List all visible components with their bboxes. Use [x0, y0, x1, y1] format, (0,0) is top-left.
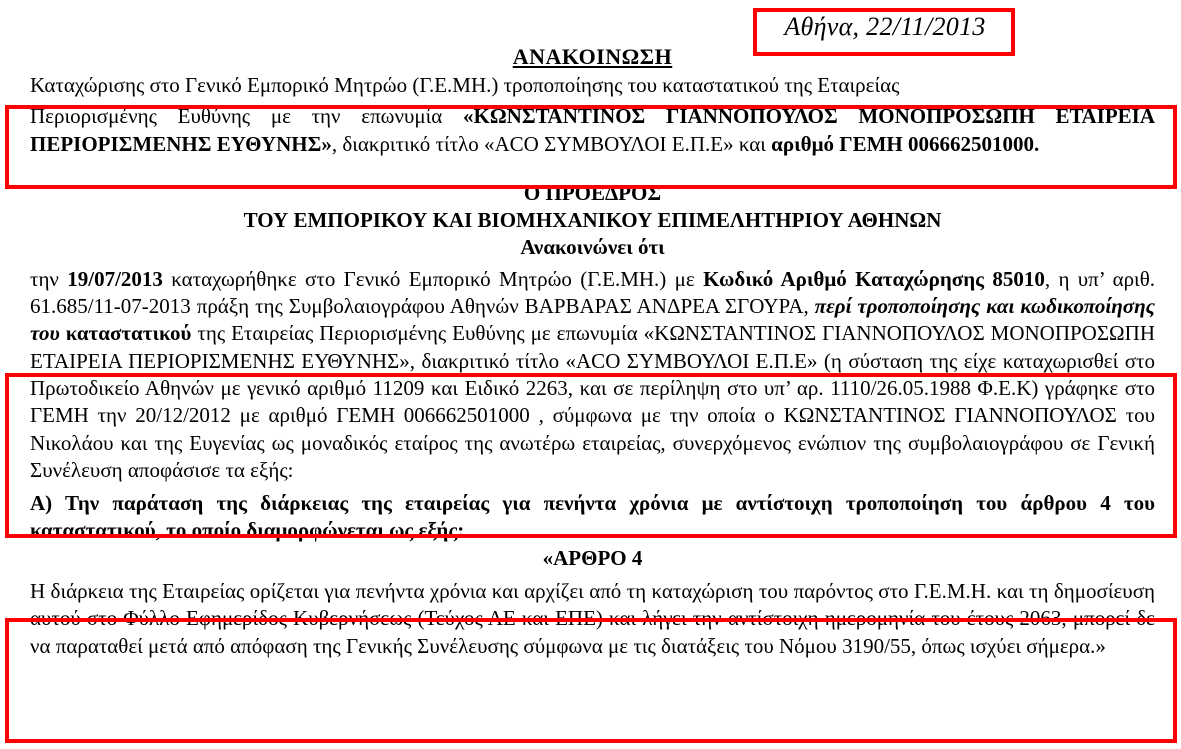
article-text: Η διάρκεια της Εταιρείας ορίζεται για πενήντα χρόνια και αρχίζει από τη καταχώριση του παρόντος στο Γ.Ε.Μ.Η. και τη δημοσίευση αυτού στο Φύλλο Εφημερίδος Κυβερνήσεως (Τεύχος ΑΕ και ΕΠΕ) και λήγει την αντίστοιχη ημερομηνία του έτους 2063, μπορεί δε να παραταθεί μετά από απόφαση της Γενικής Συνέλευσης σύμφωνα με τις διατάξεις του Νόμου 3190/55, όπως ισχύει σήμερα.»	[30, 579, 1155, 658]
body-1-c: καταχωρήθηκε στο Γενικό Εμπορικό Μητρώο (Γ.Ε.ΜΗ.) με	[162, 266, 704, 291]
body-2-a: επωνυμία	[556, 321, 644, 346]
intro-line-1-text: Καταχώρισης στο Γενικό Εμπορικό Μητρώο (Γ.Ε.ΜΗ.) τροποποίησης του καταστατικού της Εταιρείας	[30, 73, 900, 97]
heading-announces: Ανακοινώνει ότι	[520, 235, 665, 260]
company-name: «ΚΩΝΣΤΑΝΤΙΝΟΣ ΓΙΑΝΝΟΠΟΥΛΟΣ ΜΟΝΟΠΡΟΣΩΠΗ ΕΤΑΙΡΕΙΑ ΠΕΡΙΟΡΙΣΜΕΝΗΣ ΕΥΘΥΝΗΣ»	[30, 104, 1155, 156]
registration-date: 19/07/2013	[67, 266, 163, 291]
body-paragraph-1	[30, 266, 1155, 484]
document-date: Αθήνα, 22/11/2013	[784, 12, 986, 41]
body-1-f: περί τροποποίησης και κωδικοποίησης του	[30, 294, 1155, 346]
registration-code: Κωδικό Αριθμό Καταχώρησης 85010	[703, 266, 1045, 291]
body-paragraph-2	[30, 490, 1155, 545]
decision-a-cont: του άρθρου 4 του καταστατικού, το οποίο διαμορφώνεται ως εξής:	[30, 491, 1155, 543]
company-name-2: «ΚΩΝΣΤΑΝΤΙΝΟΣ ΓΙΑΝΝΟΠΟΥΛΟΣ ΜΟΝΟΠΡΟΣΩΠΗ ΕΤΑΙΡΕΙΑ ΠΕΡΙΟΡΙΣΜΕΝΗΣ ΕΥΘΥΝΗΣ»	[30, 321, 1155, 373]
page-title: ΑΝΑΚΟΙΝΩΣΗ	[512, 44, 673, 69]
article-paragraph	[30, 578, 1155, 660]
intro-line-2	[30, 103, 1155, 158]
body-1-g: καταστατικού	[65, 321, 192, 346]
heading-president: Ο ΠΡΟΕΔΡΟΣ	[523, 180, 662, 205]
body-2-c: , διακριτικό τίτλο	[409, 348, 566, 373]
intro-prefix: Περιορισμένης Ευθύνης με την επωνυμία	[30, 104, 464, 129]
body-1-h: της Εταιρείας Περιορισμένης Ευθύνης με	[191, 321, 557, 346]
trade-name: «ACO ΣΥΜΒΟΥΛΟΙ Ε.Π.Ε»	[565, 348, 818, 373]
decision-a: Α) Την παράταση της διάρκειας της εταιρείας για πενήντα χρόνια με αντίστοιχη τροποποίηση	[30, 491, 964, 516]
document-content	[30, 44, 1155, 660]
heading-chamber: ΤΟΥ ΕΜΠΟΡΙΚΟΥ ΚΑΙ ΒΙΟΜΗΧΑΝΙΚΟΥ ΕΠΙΜΕΛΗΤΗΡΙΟΥ ΑΘΗΝΩΝ	[243, 208, 942, 233]
body-1-a: την	[30, 266, 68, 291]
body-2-e: (η σύσταση της είχε καταχωρισθεί στο Πρωτοδικείο Αθηνών με γενικό αριθμό 11209 και Ειδικό 2263, και σε περίληψη στο υπ’ αρ. 1110/26.05.1988 Φ.Ε.Κ) γράφηκε στο ΓΕΜΗ την 20/12/2012 με αριθμό ΓΕΜΗ 006662501000 , σύμφωνα με την οποία ο ΚΩΝΣΤΑΝΤΙΝΟΣ ΓΙΑΝΝΟΠΟΥΛΟΣ του Νικολάου και της Ευγενίας ως μοναδικός εταίρος της ανωτέρω εταιρείας, συνερχόμενος ενώπιον της συμβολαιογράφου σε Γενική Συνέλευση αποφάσισε τα εξής:	[30, 348, 1155, 482]
intro-middle: , διακριτικό τίτλο «ACO ΣΥΜΒΟΥΛΟΙ Ε.Π.Ε» και	[331, 131, 772, 156]
article-heading: «ΑΡΘΡΟ 4	[542, 545, 643, 570]
gemi-number: αριθμό ΓΕΜΗ 006662501000.	[771, 131, 1040, 156]
intro-line-1	[30, 72, 1155, 99]
body-1-e: , η υπ’ αριθ. 61.685/11-07-2013 πράξη της Συμβολαιογράφου Αθηνών ΒΑΡΒΑΡΑΣ ΑΝΔΡΕΑ ΣΓΟΥΡΑ,	[30, 266, 1156, 319]
